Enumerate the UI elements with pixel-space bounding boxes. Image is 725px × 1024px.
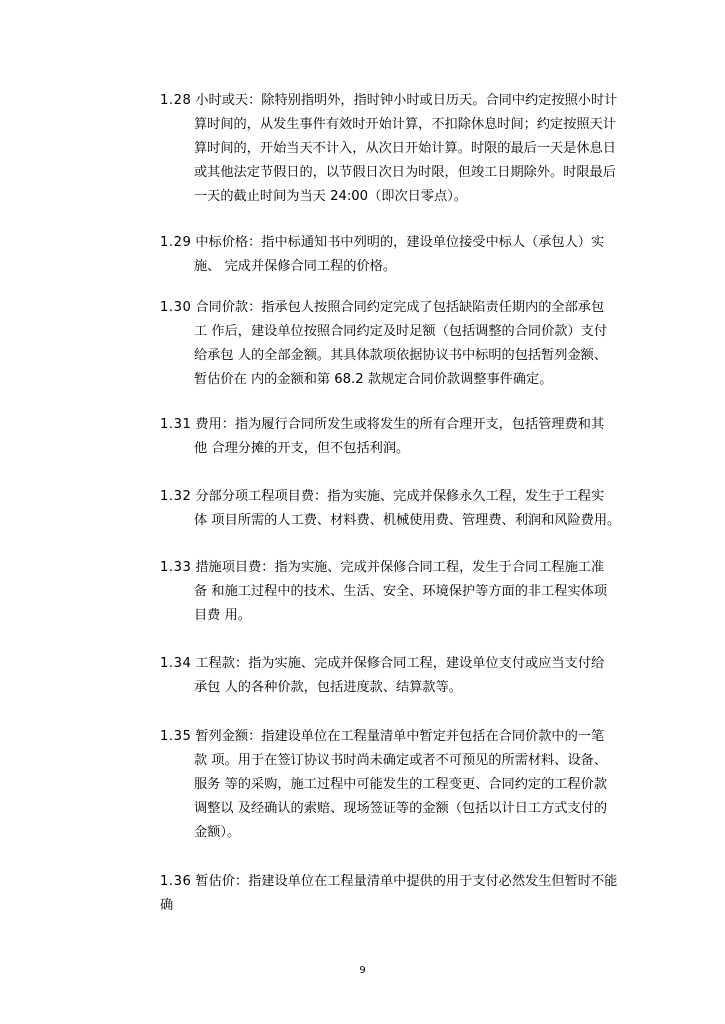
clause-number: 1.34 — [160, 656, 192, 671]
clause-1-35 — [160, 725, 670, 845]
clause-1-28 — [160, 89, 670, 209]
clause-first-line — [160, 485, 670, 509]
clause-first-line — [160, 870, 670, 894]
clause-first-line — [160, 89, 670, 113]
clause-first-line — [160, 296, 670, 320]
clause-first-line — [160, 231, 670, 255]
clause-text: 备 和施工过程中的技术、生活、安全、环境保护等方面的非工程实体项 — [194, 584, 608, 599]
clause-first-line — [160, 413, 670, 437]
clause-text: 或其他法定节假日的，以节假日次日为时限，但竣工日期除外。时限最后 — [194, 165, 616, 180]
clause-1-34 — [160, 652, 670, 700]
clause-text: 分部分项工程项目费：指为实施、完成并保修永久工程，发生于工程实 — [195, 489, 605, 504]
clause-text: 费用：指为履行合同所发生或将发生的所有合理开支，包括管理费和其 — [195, 417, 605, 432]
clause-1-33 — [160, 556, 670, 628]
clause-number: 1.35 — [160, 729, 192, 744]
clause-text: 体 项目所需的人工费、材料费、机械使用费、管理费、利润和风险费用。 — [194, 513, 621, 528]
clause-text: 中标价格：指中标通知书中列明的，建设单位接受中标人（承包人）实 — [195, 235, 605, 250]
clause-text: 施、 完成并保修合同工程的价格。 — [194, 259, 397, 274]
clause-text: 调整以 及经确认的索赔、现场签证等的金额（包括以计日工方式支付的 — [194, 801, 608, 816]
clause-text: 工 作后，建设单位按照合同约定及时足额（包括调整的合同价款）支付 — [194, 324, 608, 339]
clause-text: 暂估价：指建设单位在工程量清单中提供的用于支付必然发生但暂时不能 — [195, 874, 618, 889]
clause-number: 1.31 — [160, 417, 192, 432]
clause-text: 确 — [160, 898, 174, 913]
clause-1-36 — [160, 870, 670, 918]
clause-number: 1.30 — [160, 300, 192, 315]
clause-text: 工程款：指为实施、完成并保修合同工程，建设单位支付或应当支付给 — [195, 656, 605, 671]
clause-text: 一天的截止时间为当天 24:00（即次日零点）。 — [194, 189, 467, 204]
clause-number: 1.32 — [160, 489, 192, 504]
clause-1-31 — [160, 413, 670, 461]
clause-text: 暂估价在 内的金额和第 68.2 款规定合同价款调整事件确定。 — [194, 372, 553, 387]
clause-text: 小时或天：除特别指明外，指时钟小时或日历天。合同中约定按照小时计 — [195, 93, 618, 108]
clause-text: 算时间的，开始当天不计入，从次日开始计算。时限的最后一天是休息日 — [194, 141, 616, 156]
clause-first-line — [160, 725, 670, 749]
clause-number: 1.33 — [160, 560, 192, 575]
clause-text: 款 项。用于在签订协议书时尚未确定或者不可预见的所需材料、设备、 — [194, 753, 608, 768]
clause-text: 目费 用。 — [194, 608, 251, 623]
clause-number: 1.36 — [160, 874, 192, 889]
clause-first-line — [160, 556, 670, 580]
clause-text: 金额）。 — [194, 825, 241, 840]
clause-number: 1.29 — [160, 235, 192, 250]
clause-text: 合同价款：指承包人按照合同约定完成了包括缺陷责任期内的全部承包 — [195, 300, 605, 315]
clause-text: 承包 人的各种价款，包括进度款、结算款等。 — [194, 680, 462, 695]
clause-text: 暂列金额：指建设单位在工程量清单中暂定并包括在合同价款中的一笔 — [195, 729, 605, 744]
page-number: 9 — [359, 965, 366, 976]
clause-text: 措施项目费：指为实施、完成并保修合同工程，发生于合同工程施工准 — [195, 560, 605, 575]
clause-number: 1.28 — [160, 93, 192, 108]
clause-text: 算时间的，从发生事件有效时开始计算，不扣除休息时间；约定按照天计 — [194, 117, 616, 132]
clause-text: 他 合理分摊的开支，但不包括利润。 — [194, 441, 410, 456]
clause-1-32 — [160, 485, 670, 533]
clause-first-line — [160, 652, 670, 676]
clause-1-29 — [160, 231, 670, 279]
clause-text: 服务 等的采购，施工过程中可能发生的工程变更、合同约定的工程价款 — [194, 777, 608, 792]
clause-text: 给承包 人的全部金额。其具体款项依据协议书中标明的包括暂列金额、 — [194, 348, 608, 363]
clause-1-30 — [160, 296, 670, 392]
